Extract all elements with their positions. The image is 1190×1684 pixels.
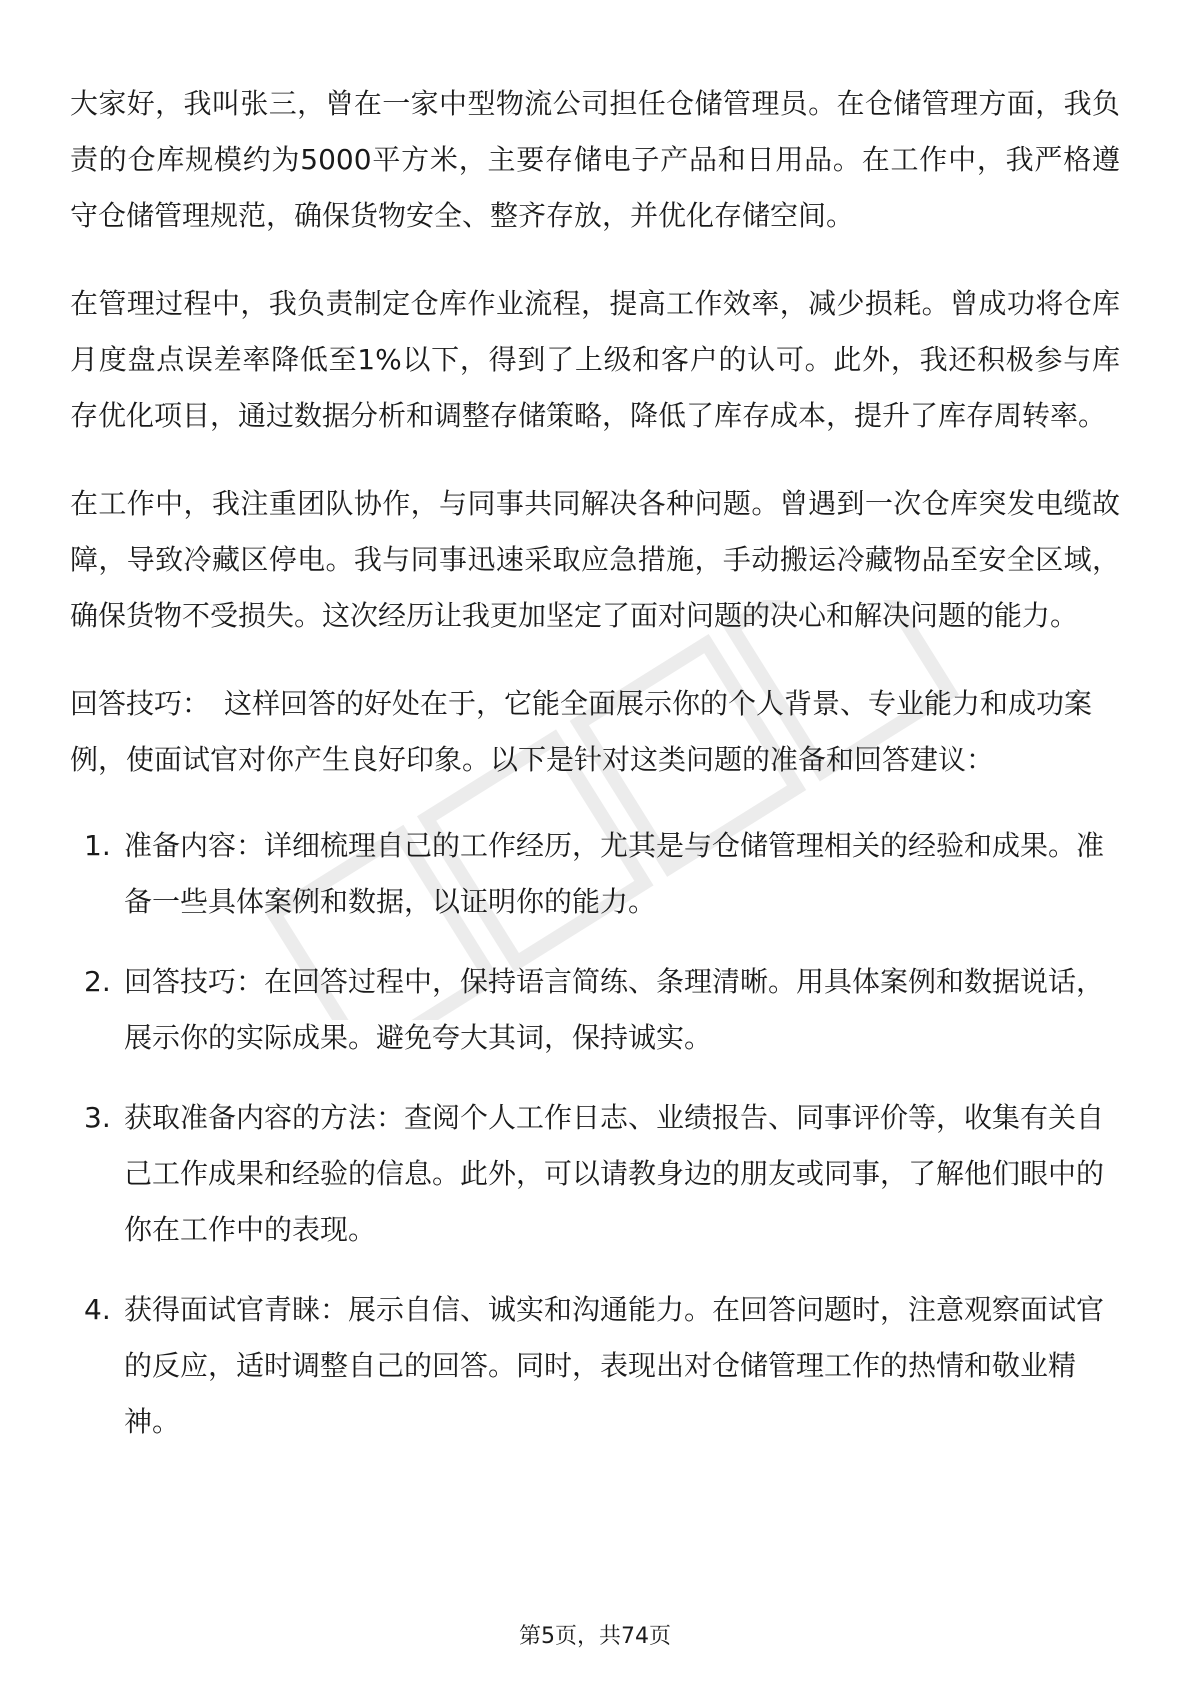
answer-tips-paragraph	[70, 676, 1120, 788]
document-body	[70, 76, 1120, 1474]
list-item-text: 获得面试官青睐：展示自信、诚实和沟通能力。在回答问题时，注意观察面试官的反应，适时调整自己的回答。同时，表现出对仓储管理工作的热情和敬业精神。	[124, 1293, 1105, 1438]
answer-tips-label: 回答技巧：	[70, 687, 211, 720]
list-item-text: 准备内容：详细梳理自己的工作经历，尤其是与仓储管理相关的经验和成果。准备一些具体案例和数据，以证明你的能力。	[124, 829, 1105, 918]
list-item	[70, 954, 1120, 1066]
paragraph: 在工作中，我注重团队协作，与同事共同解决各种问题。曾遇到一次仓库突发电缆故障，导致冷藏区停电。我与同事迅速采取应急措施，手动搬运冷藏物品至安全区域，确保货物不受损失。这次经历让我更加坚定了面对问题的决心和解决问题的能力。	[70, 487, 1120, 632]
paragraph: 在管理过程中，我负责制定仓库作业流程，提高工作效率，减少损耗。曾成功将仓库月度盘点误差率降低至1%以下，得到了上级和客户的认可。此外，我还积极参与库存优化项目，通过数据分析和调整存储策略，降低了库存成本，提升了库存周转率。	[70, 287, 1120, 432]
list-item-text: 回答技巧：在回答过程中，保持语言简练、条理清晰。用具体案例和数据说话，展示你的实际成果。避免夸大其词，保持诚实。	[124, 965, 1105, 1054]
list-item-text: 获取准备内容的方法：查阅个人工作日志、业绩报告、同事评价等，收集有关自己工作成果和经验的信息。此外，可以请教身边的朋友或同事，了解他们眼中的你在工作中的表现。	[124, 1101, 1105, 1246]
advice-list	[70, 818, 1120, 1450]
list-item-number: 4.	[84, 1293, 111, 1326]
list-item	[70, 1090, 1120, 1258]
list-item-number: 2.	[84, 965, 111, 998]
list-item	[70, 818, 1120, 930]
list-item	[70, 1282, 1120, 1450]
list-item-number: 1.	[84, 829, 111, 862]
paragraph: 大家好，我叫张三，曾在一家中型物流公司担任仓储管理员。在仓储管理方面，我负责的仓库规模约为5000平方米，主要存储电子产品和日用品。在工作中，我严格遵守仓储管理规范，确保货物安全、整齐存放，并优化存储空间。	[70, 87, 1120, 232]
answer-tips-text: 这样回答的好处在于，它能全面展示你的个人背景、专业能力和成功案例，使面试官对你产生良好印象。以下是针对这类问题的准备和回答建议：	[70, 687, 1093, 776]
page-footer: 第5页，共74页	[519, 1624, 671, 1649]
list-item-number: 3.	[84, 1101, 111, 1134]
